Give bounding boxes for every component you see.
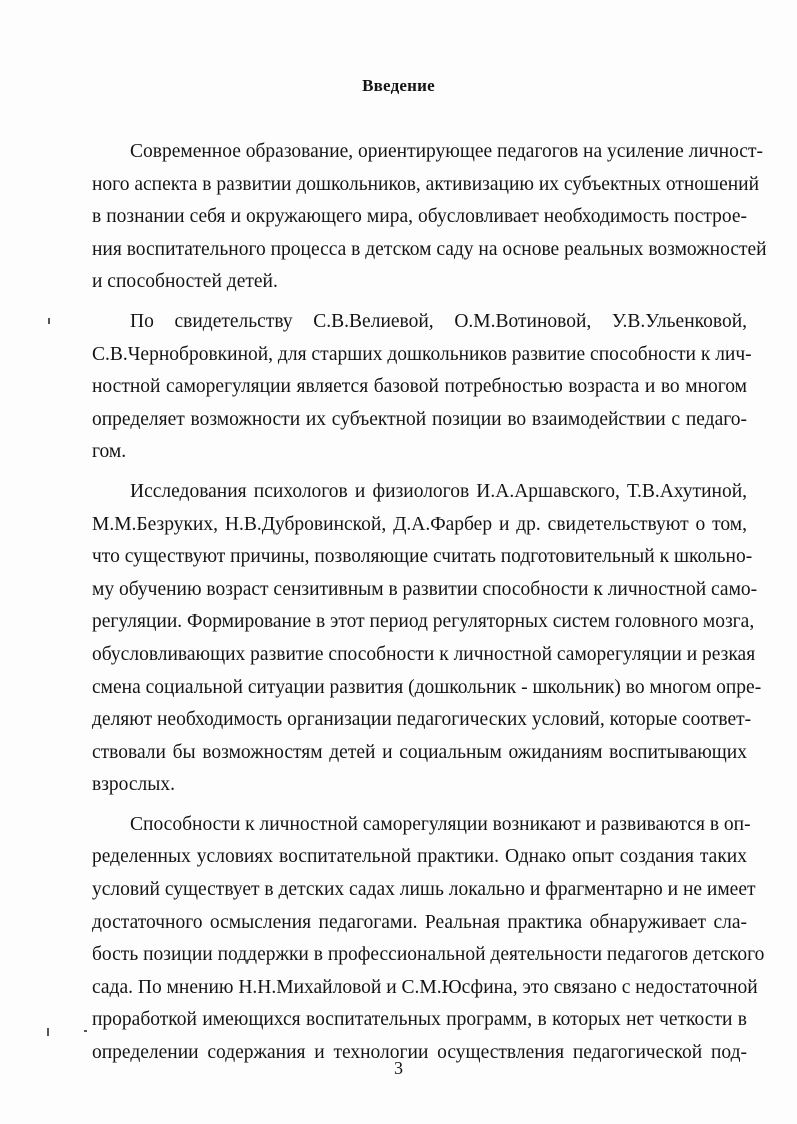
text-line: ностной саморегуляции является базовой потребностью возраста и во многом [92,376,747,398]
text-line: С.В.Чернобровкиной, для старших дошкольников развитие способности к лич- [92,343,752,365]
text-line: Способности к личностной саморегуляции возникают и развиваются в оп- [130,813,751,835]
text-line: взрослых. [92,774,176,796]
scan-artifact [48,318,50,324]
text-line: проработкой имеющихся воспитательных программ, в которых нет четкости в [92,1009,747,1031]
paragraph-4 [92,809,765,1070]
text-line: Исследования психологов и физиологов И.А.Аршавского, Т.В.Ахутиной, [130,480,747,502]
body-text [92,136,767,1077]
text-line: По свидетельству С.В.Велиевой, О.М.Вотиновой, У.В.Ульенковой, [130,310,747,332]
text-line: деляют необходимость организации педагогических условий, которые соответ- [92,709,752,731]
text-line: му обучению возраст сензитивным в развитии способности к личностной само- [92,578,758,600]
text-line: что существуют причины, позволяющие считать подготовительный к школьно- [92,546,753,568]
text-line: определяет возможности их субъектной позиции во взаимодействии с педаго- [92,408,747,430]
text-line: обусловливающих развитие способности к личностной саморегуляции и резкая [92,643,756,665]
text-line: в познании себя и окружающего мира, обусловливает необходимость построе- [92,206,747,228]
section-heading: Введение [362,76,435,95]
text-line: Современное образование, ориентирующее педагогов на усиление личност- [130,141,763,162]
text-line: и способностей детей. [92,271,278,293]
text-line: ния воспитательного процесса в детском саду на основе реальных возможностей [92,238,767,260]
text-line: ного аспекта в развитии дошкольников, активизацию их субъектных отношений [92,173,760,195]
paragraph-1 [92,136,767,299]
text-line: ределенных условиях воспитательной практики. Однако опыт создания таких [92,846,747,868]
text-line: гом. [92,441,127,463]
text-line: условий существует в детских садах лишь локально и фрагментарно и не имеет [92,879,756,901]
text-line: достаточного осмысления педагогами. Реальная практика обнаруживает сла- [92,911,747,933]
scan-artifact [47,1028,49,1036]
scan-artifact [84,1030,87,1032]
text-line: смена социальной ситуации развития (дошкольник - школьник) во многом опре- [92,676,762,698]
text-line: регуляции. Формирование в этот период регуляторных систем головного мозга, [92,611,755,633]
page-number: 3 [394,1058,403,1078]
paragraph-3 [92,476,762,802]
text-line: определении содержания и технологии осуществления педагогической под- [92,1042,747,1064]
text-line: бость позиции поддержки в профессиональной деятельности педагогов детского [92,944,765,966]
text-line: сада. По мнению Н.Н.Михайловой и С.М.Юсфина, это связано с недостаточной [92,976,758,998]
text-line: М.М.Безруких, Н.В.Дубровинской, Д.А.Фарбер и др. свидетельствуют о том, [92,513,747,535]
paragraph-2 [92,306,752,469]
text-line: ствовали бы возможностям детей и социальным ожиданиям воспитывающих [92,741,747,763]
